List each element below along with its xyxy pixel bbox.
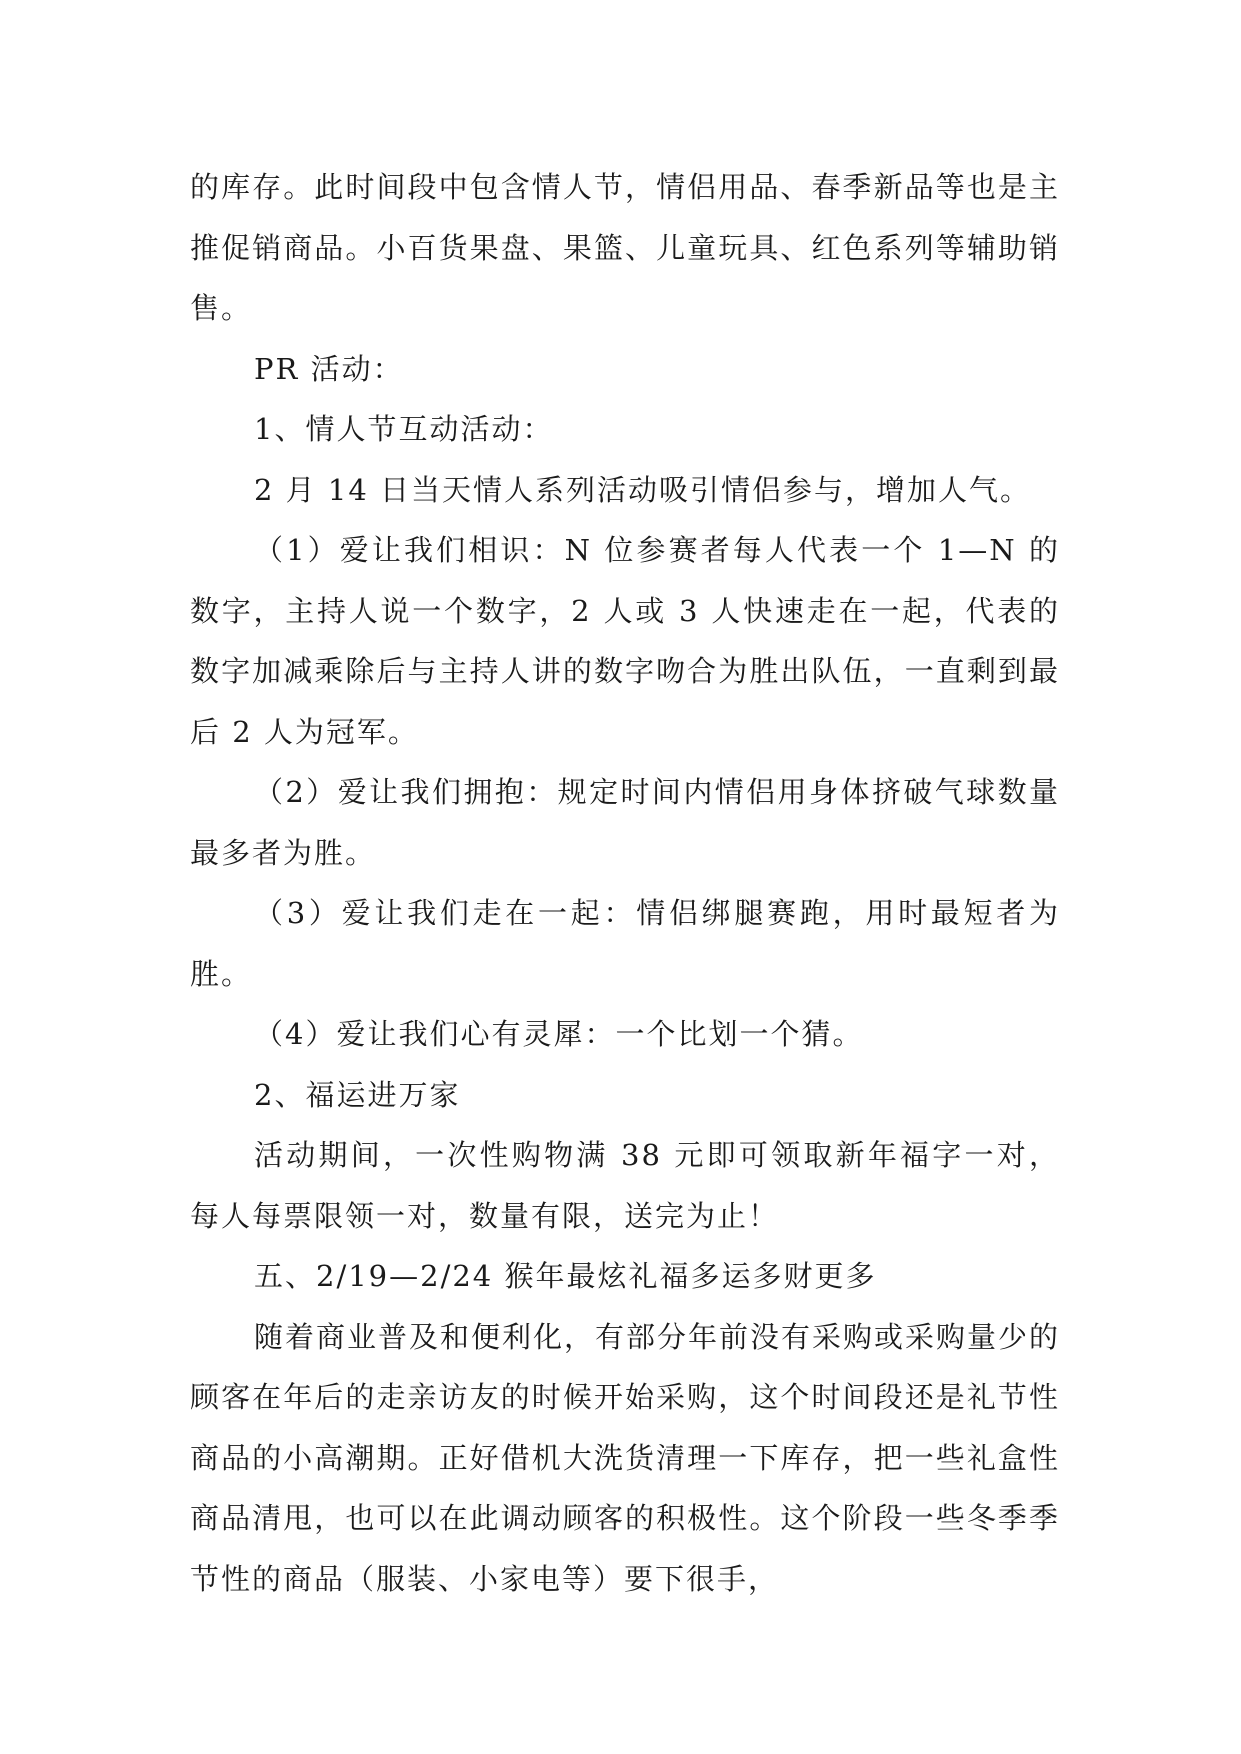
- paragraph-pr-heading: PR 活动：: [254, 351, 404, 386]
- paragraph-valentine-heading: 1、情人节互动活动：: [254, 412, 554, 446]
- paragraph-inventory-continuation: 的库存。此时间段中包含情人节，情侣用品、春季新品等也是主推促销商品。小百货果盘、果篮、儿童玩具、红色系列等辅助销售。: [190, 170, 1060, 325]
- paragraph-fortune-body: 活动期间，一次性购物满 38 元即可领取新年福字一对，每人每票限领一对，数量有限，送完为止！: [190, 1138, 1060, 1233]
- paragraph-section-five-heading: 五、2/19—2/24 猴年最炫礼福多运多财更多: [254, 1259, 877, 1293]
- paragraph-section-five-body: 随着商业普及和便利化，有部分年前没有采购或采购量少的顾客在年后的走亲访友的时候开始采购，这个时间段还是礼节性商品的小高潮期。正好借机大洗货清理一下库存，把一些礼盒性商品清甩，也可以在此调动顾客的积极性。这个阶段一些冬季季节性的商品（服装、小家电等）要下很手，: [190, 1319, 1061, 1596]
- paragraph-activity-1: （1）爱让我们相识：N 位参赛者每人代表一个 1—N 的数字，主持人说一个数字，2 人或 3 人快速走在一起，代表的数字加减乘除后与主持人讲的数字吻合为胜出队伍，一直剩到最后 2 人为冠军。: [190, 533, 1060, 749]
- paragraph-activity-2: （2）爱让我们拥抱：规定时间内情侣用身体挤破气球数量最多者为胜。: [190, 775, 1060, 870]
- paragraph-valentine-intro: 2 月 14 日当天情人系列活动吸引情侣参与，增加人气。: [254, 472, 1032, 507]
- paragraph-fortune-heading: 2、福运进万家: [254, 1077, 461, 1112]
- paragraph-activity-4: （4）爱让我们心有灵犀：一个比划一个猜。: [254, 1017, 864, 1051]
- body-text: [190, 157, 1060, 1609]
- paragraph-activity-3: （3）爱让我们走在一起：情侣绑腿赛跑，用时最短者为胜。: [190, 896, 1060, 991]
